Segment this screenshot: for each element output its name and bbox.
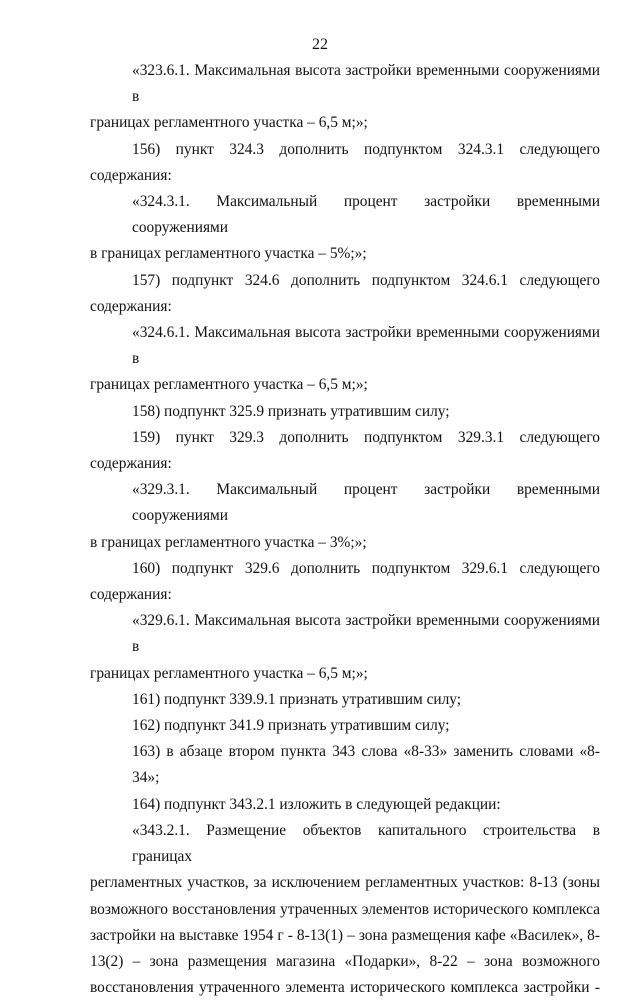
paragraph	[90, 739, 600, 791]
page-number: 22	[312, 36, 328, 53]
text-line: застройки на выставке 1954 г - 8-13(1) – зона размещения кафе «Василек», 8-	[90, 926, 600, 944]
text-line: 163) в абзаце втором пункта 343 слова «8-33» заменить словами «8-34»;	[132, 743, 600, 787]
paragraph	[90, 58, 600, 137]
text-line: «323.6.1. Максимальная высота застройки временными сооружениями в	[132, 62, 600, 106]
text-line: 13(2) – зона размещения магазина «Подарки», 8-22 – зона возможного	[90, 952, 600, 970]
document-body	[90, 58, 600, 1001]
text-line: в границах регламентного участка – 5%;»;	[90, 245, 367, 263]
text-line: «324.3.1. Максимальный процент застройки временными сооружениями	[132, 193, 600, 237]
paragraph	[90, 556, 600, 608]
paragraph	[90, 687, 600, 713]
text-line: 161) подпункт 339.9.1 признать утратившим силу;	[132, 690, 462, 708]
paragraph	[90, 818, 600, 1001]
text-line: содержания:	[90, 586, 172, 604]
text-line: 157) подпункт 324.6 дополнить подпунктом 324.6.1 следующего	[132, 271, 600, 289]
text-line: регламентных участков, за исключением регламентных участков: 8-13 (зоны	[90, 874, 600, 892]
text-line: «324.6.1. Максимальная высота застройки временными сооружениями в	[132, 324, 600, 368]
text-line: границах регламентного участка – 6,5 м;»;	[90, 664, 368, 682]
text-line: 156) пункт 324.3 дополнить подпунктом 324.3.1 следующего	[132, 140, 600, 158]
paragraph	[90, 425, 600, 477]
text-line: содержания:	[90, 166, 172, 184]
text-line: 159) пункт 329.3 дополнить подпунктом 329.3.1 следующего	[132, 428, 600, 446]
text-line: восстановления утраченного элемента исторического комплекса застройки -	[90, 979, 600, 997]
text-line: содержания:	[90, 297, 172, 315]
text-line: 160) подпункт 329.6 дополнить подпунктом 329.6.1 следующего	[132, 559, 600, 577]
text-line: границах регламентного участка – 6,5 м;»;	[90, 376, 368, 394]
paragraph	[90, 399, 600, 425]
paragraph	[90, 713, 600, 739]
text-line: 164) подпункт 343.2.1 изложить в следующей редакции:	[132, 795, 501, 813]
text-line: границах регламентного участка – 6,5 м;»;	[90, 114, 368, 132]
paragraph	[90, 320, 600, 399]
text-line: в границах регламентного участка – 3%;»;	[90, 533, 367, 551]
text-line: «329.6.1. Максимальная высота застройки временными сооружениями в	[132, 612, 600, 656]
text-line: содержания:	[90, 455, 172, 473]
paragraph	[90, 608, 600, 687]
text-line: 162) подпункт 341.9 признать утратившим силу;	[132, 717, 450, 735]
paragraph	[90, 268, 600, 320]
paragraph	[90, 477, 600, 556]
text-line: возможного восстановления утраченных элементов исторического комплекса	[90, 900, 600, 918]
text-line: «343.2.1. Размещение объектов капитального строительства в границах	[132, 821, 600, 866]
text-line: 158) подпункт 325.9 признать утратившим силу;	[132, 402, 450, 420]
paragraph	[90, 137, 600, 189]
text-line: «329.3.1. Максимальный процент застройки временными сооружениями	[132, 481, 600, 525]
paragraph	[90, 792, 600, 818]
paragraph	[90, 189, 600, 268]
